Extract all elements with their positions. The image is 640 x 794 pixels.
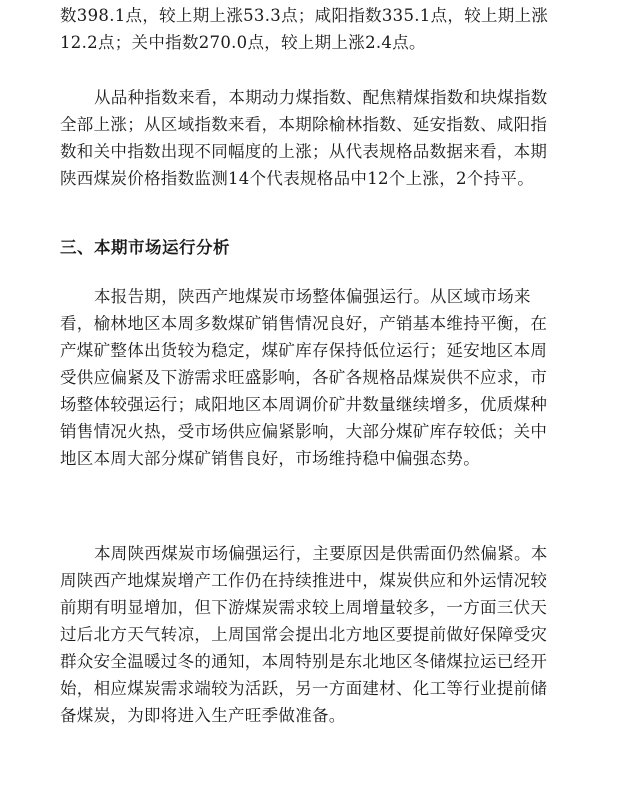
text-line: 陕西煤炭价格指数监测14个代表规格品中12个上涨，2个持平。	[60, 169, 534, 188]
text-line: 数和关中指数出现不同幅度的上涨；从代表规格品数据来看，本期	[60, 142, 548, 161]
text-line: 本报告期，陕西产地煤炭市场整体偏强运行。从区域市场来	[94, 287, 531, 306]
text-line: 始，相应煤炭需求端较为活跃，另一方面建材、化工等行业提前储	[60, 679, 548, 698]
text-line: 地区本周大部分煤矿销售良好，市场维持稳中偏强态势。	[60, 449, 480, 468]
text-line: 前期有明显增加，但下游煤炭需求较上周增量较多，一方面三伏天	[60, 598, 548, 617]
paragraph-market-analysis	[60, 283, 592, 472]
text-line: 数398.1点，较上期上涨53.3点；咸阳指数335.1点，较上期上涨	[60, 6, 549, 25]
text-line: 场整体较强运行；咸阳地区本周调价矿井数量继续增多，优质煤种	[60, 395, 548, 414]
text-line: 看，榆林地区本周多数煤矿销售情况良好，产销基本维持平衡，在	[60, 314, 548, 333]
text-line: 12.2点；关中指数270.0点，较上期上涨2.4点。	[60, 33, 426, 52]
section-heading: 三、本期市场运行分析	[60, 238, 230, 257]
text-line: 销售情况火热，受市场供应偏紧影响，大部分煤矿库存较低；关中	[60, 422, 548, 441]
paragraph-market-reasons	[60, 540, 592, 729]
text-line: 受供应偏紧及下游需求旺盛影响，各矿各规格品煤炭供不应求，市	[60, 368, 548, 387]
text-line: 全部上涨；从区域指数来看，本期除榆林指数、延安指数、咸阳指	[60, 115, 548, 134]
text-line: 群众安全温暖过冬的通知，本周特别是东北地区冬储煤拉运已经开	[60, 652, 548, 671]
text-line: 产煤矿整体出货较为稳定，煤矿库存保持低位运行；延安地区本周	[60, 341, 548, 360]
text-line: 周陕西产地煤炭增产工作仍在持续推进中，煤炭供应和外运情况较	[60, 571, 548, 590]
text-line: 本周陕西煤炭市场偏强运行，主要原因是供需面仍然偏紧。本	[94, 544, 548, 563]
paragraph-category-index	[60, 84, 592, 192]
text-line: 从品种指数来看，本期动力煤指数、配焦精煤指数和块煤指数	[94, 88, 548, 107]
text-line: 备煤炭，为即将进入生产旺季做准备。	[60, 706, 346, 725]
text-line: 过后北方天气转凉，上周国常会提出北方地区要提前做好保障受灾	[60, 625, 548, 644]
paragraph-price-index-continued	[60, 2, 592, 56]
